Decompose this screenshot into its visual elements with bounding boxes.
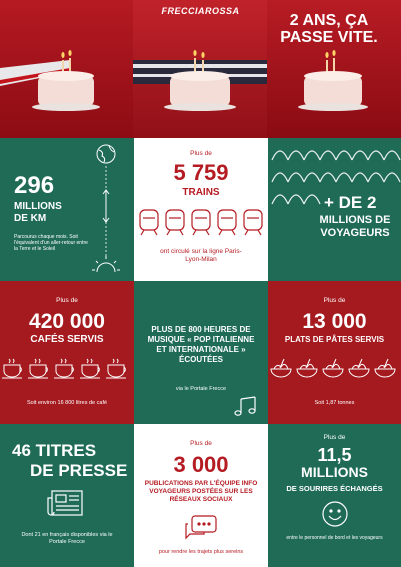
train-icon: [166, 210, 184, 235]
chat-bubble-icon: [184, 514, 218, 542]
press-unit: DE PRESSE: [30, 461, 128, 480]
pasta-value: 13 000: [302, 310, 367, 333]
travellers-value: + DE 2: [324, 193, 377, 212]
hero-banner: [0, 0, 401, 138]
train-icon: [192, 210, 210, 235]
train-icons: [134, 206, 268, 238]
stat-press-card: [0, 424, 134, 567]
train-icon: [244, 210, 262, 235]
coffee-prefix: Plus de: [56, 297, 78, 304]
travellers-unit: MILLIONS DE VOYAGEURS: [319, 214, 391, 239]
posts-value: 3 000: [173, 452, 229, 477]
pasta-note: Soit 1,87 tonnes: [314, 400, 355, 406]
stat-music-card: [134, 281, 268, 424]
newspaper-icon: [46, 488, 86, 520]
pasta-bowl-icon: [297, 359, 317, 377]
posts-note: pour rendre les trajets plus sereins: [158, 549, 244, 555]
train-icon: [218, 210, 236, 235]
smiles-note: entre le personnel de bord et les voyageurs: [286, 535, 383, 541]
trains-value: 5 759: [173, 160, 229, 185]
music-note-icon: [232, 395, 260, 419]
trains-note: ont circulé sur la ligne Paris-Lyon-Milan: [160, 248, 242, 263]
hero-title: 2 ANS, ÇA PASSE VITE.: [280, 12, 378, 46]
earth-icon: [97, 145, 115, 163]
sun-icon: [92, 256, 120, 272]
pasta-bowl-icons: [268, 357, 401, 383]
stat-km-card: [0, 138, 134, 281]
posts-unit: PUBLICATIONS PAR L'ÉQUIPE INFO VOYAGEURS POSTÉES SUR LES RÉSEAUX SOCIAUX: [144, 480, 258, 503]
coffee-cup-icon: [106, 359, 126, 378]
trenitalia-logo-icon: TRENITALIA: [370, 560, 397, 565]
posts-prefix: Plus de: [190, 440, 212, 447]
coffee-cup-icon: [2, 359, 22, 378]
smiley-icon: [321, 500, 349, 528]
stat-trains-card: [134, 138, 268, 281]
pasta-bowl-icon: [323, 359, 343, 377]
coffee-cup-icons: [0, 355, 134, 381]
stat-smiles-card: [268, 424, 401, 567]
stat-pasta-card: [268, 281, 401, 424]
pasta-unit: PLATS DE PÂTES SERVIS: [284, 335, 385, 344]
pasta-bowl-icon: [375, 359, 395, 377]
press-value: 46 TITRES: [12, 441, 97, 460]
music-text: PLUS DE 800 HEURES DE MUSIQUE « POP ITALIENNE ET INTERNATIONALE » ÉCOUTÉES: [147, 325, 255, 364]
earth-sun-illustration: [92, 142, 122, 274]
km-unit: MILLIONS DE KM: [14, 201, 62, 224]
coffee-cup-icon: [54, 359, 74, 378]
smiles-value-unit: MILLIONS: [301, 464, 368, 480]
trains-unit: TRAINS: [182, 187, 220, 198]
smiles-unit: DE SOURIRES ÉCHANGÉS: [286, 484, 383, 493]
stat-posts-card: [134, 424, 268, 567]
trains-prefix: Plus de: [190, 150, 212, 157]
cake-icon: [164, 50, 236, 111]
coffee-cup-icon: [80, 359, 100, 378]
coffee-unit: CAFÉS SERVIS: [30, 334, 104, 345]
press-note: Dont 21 en français disponibles via le Portale Frecce: [21, 532, 113, 545]
music-note: via le Portale Frecce: [175, 386, 227, 392]
cake-icon: [298, 50, 368, 111]
stat-travellers-card: [268, 138, 401, 281]
pasta-prefix: Plus de: [323, 297, 346, 304]
stat-coffee-card: [0, 281, 134, 424]
km-value: 296: [14, 172, 55, 199]
smiles-prefix: Plus de: [323, 434, 346, 441]
smiles-value: 11,5: [317, 445, 352, 465]
pasta-bowl-icon: [271, 359, 291, 377]
coffee-value: 420 000: [29, 310, 105, 333]
coffee-note: Soit environ 16 800 litres de café: [26, 400, 108, 406]
pasta-bowl-icon: [349, 359, 369, 377]
cake-icon: [32, 50, 100, 111]
brand-logo: FRECCIAROSSA: [161, 6, 240, 16]
km-note: Parcourus chaque mois. Soit l'équivalent d'un aller-retour entre la Terre et le Soleil: [14, 234, 88, 252]
train-icon: [140, 210, 158, 235]
coffee-cup-icon: [28, 359, 48, 378]
